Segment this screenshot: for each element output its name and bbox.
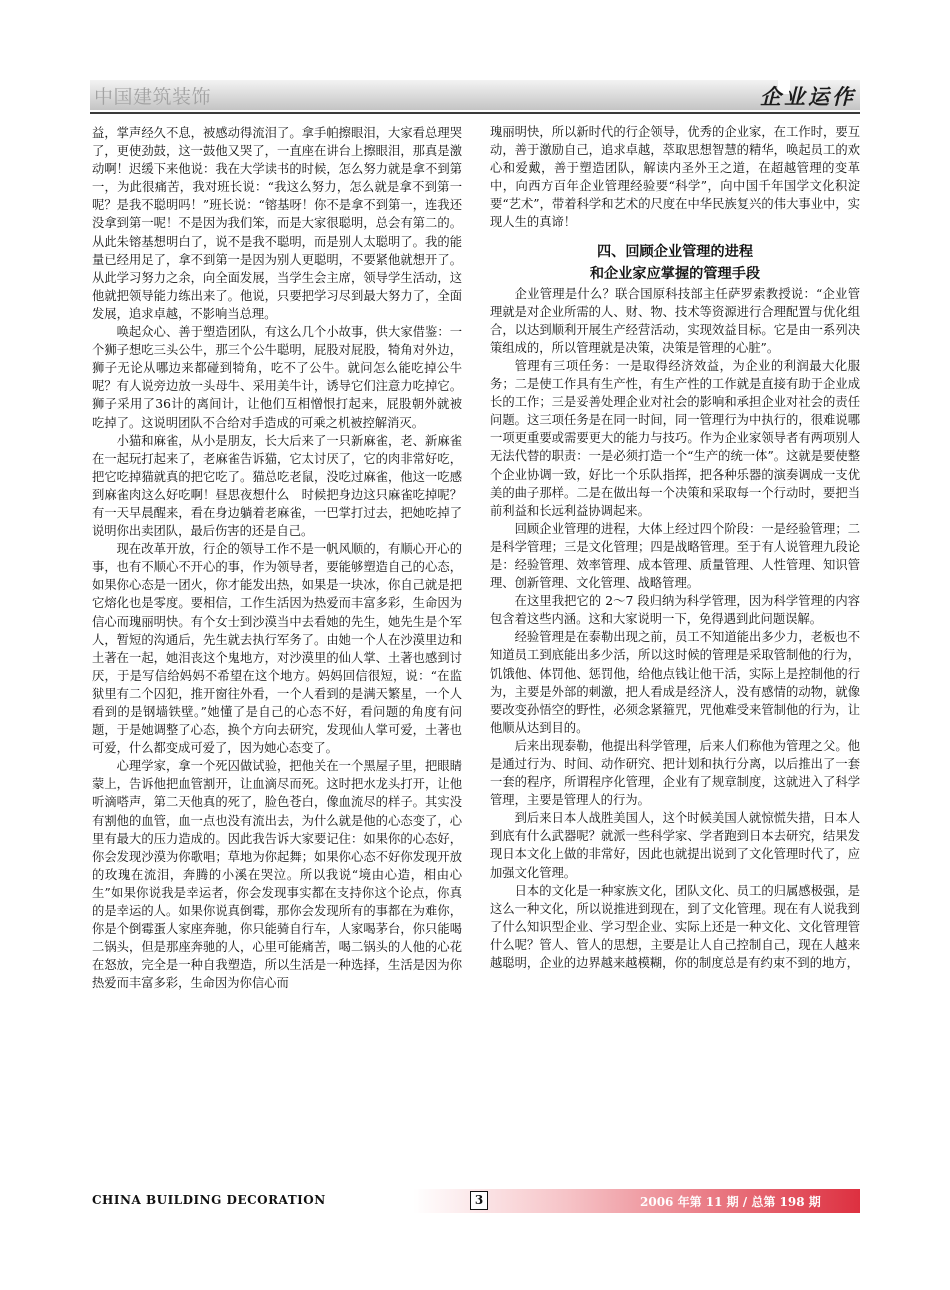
paragraph: 在这里我把它的 2～7 段归纳为科学管理，因为科学管理的内容包含着这些内涵。这和大家说明一下，免得遇到此问题误解。 <box>490 594 860 627</box>
paragraph: 企业管理是什么？联合国原科技部主任萨罗索教授说：“企业管理就是对企业所需的人、财、物、技术等资源进行合理配置与优化组合，以达到顺利开展生产经营活动，实现效益目标。它是由一系列决策组成的，所以管理就是决策，决策是管理的心脏”。 <box>490 286 860 355</box>
section-heading-line2: 和企业家应掌握的管理手段 <box>589 265 761 282</box>
left-column <box>92 124 462 993</box>
paragraph: 后来出现泰勒，他提出科学管理，后来人们称他为管理之父。他是通过行为、时间、动作研究、把计划和执行分离，以后推出了一套一套的程序，所谓程序化管理，企业有了规章制度，这就进入了科学管理，主要是管理人的行为。 <box>490 738 860 808</box>
page-number: 3 <box>470 1191 488 1210</box>
section-heading-line1: 四、回顾企业管理的进程 <box>596 243 754 260</box>
paragraph: 回顾企业管理的进程，大体上经过四个阶段：一是经验管理；二是科学管理；三是文化管理；四是战略管理。至于有人说管理九段论是：经验管理、效率管理、成本管理、质量管理、人性管理、知识管理、创新管理、文化管理、战略管理。 <box>490 521 860 591</box>
section-heading <box>490 241 860 285</box>
header-rule <box>90 112 860 114</box>
journal-title: 中国建筑装饰 <box>94 86 212 108</box>
section-title: 企业运作 <box>760 84 856 109</box>
footer-journal-name: CHINA BUILDING DECORATION <box>92 1193 326 1207</box>
paragraph: 瑰丽明快，所以新时代的行企领导，优秀的企业家，在工作时，要互动，善于激励自己，追求卓越，萃取思想智慧的精华，唤起员工的欢心和爱戴，善于塑造团队，解读内圣外王之道，在超越管理的变革中，向西方百年企业管理经验要“科学”，向中国千年国学文化积淀要“艺术”，带着科学和艺术的尺度在中华民族复兴的伟大事业中，实现人生的真谛！ <box>490 125 860 230</box>
paragraph: 经验管理是在泰勒出现之前，员工不知道能出多少力，老板也不知道员工到底能出多少活，所以这时候的管理是采取管制他的行为，饥饿他、体罚他、惩罚他，给他点钱让他干活，实际上是控制他的行为，主要是外部的刺激，把人看成是经济人，没有感情的动物，就像要改变孙悟空的野性，必须念紧箍咒，咒他难受来管制他的行为，让他顺从达到目的。 <box>490 630 860 735</box>
page-footer <box>90 1189 860 1213</box>
paragraph: 心理学家，拿一个死囚做试验，把他关在一个黑屋子里，把眼睛蒙上，告诉他把血管割开，让血滴尽而死。这时把水龙头打开，让他听滴嗒声，第二天他真的死了，脸色苍白，像血流尽的样子。其实没有割他的血管，血一点也没有流出去，为什么就是他的心态变了，心里有最大的压力造成的。因此我告诉大家要记住：如果你的心态好，你会发现沙漠为你歌唱；草地为你起舞；如果你心态不好你发现开放的玫瑰在流泪，奔腾的小溪在哭泣。所以我说“境由心造，相由心生”如果你说我是幸运者，你会发现事实都在支持你这个论点，你真的是幸运的人。如果你说真倒霉，那你会发现所有的事都在为难你，你是个倒霉蛋人家座奔驰，你只能骑自行车，人家喝茅台，你只能喝二锅头，但是那座奔驰的人，心里可能痛苦，喝二锅头的人他的心花在怒放，完全是一种自我塑造，所以生活是一种选择，生活是因为你热爱而丰富多彩，生命因为你信心而 <box>92 759 462 991</box>
paragraph: 益，掌声经久不息，被感动得流泪了。拿手帕擦眼泪，大家看总理哭了，更使劲鼓，这一鼓他又哭了，一直座在讲台上擦眼泪，那真是激动啊！迟缓下来他说：我在大学读书的时候，怎么努力就是拿不到第一，为此很痛苦，我对班长说：“我这么努力，怎么就是拿不到第一呢？是我不聪明吗！”班长说：“镕基呀！你不是拿不到第一，连我还没拿到第一呢！不是因为我们笨，而是大家很聪明，总会有第二的。从此朱镕基想明白了，说不是我不聪明，而是别人太聪明了。我的能量已经用足了，拿不到第一是因为别人更聪明，不要紧他就想开了。从此学习努力之余，向全面发展，当学生会主席，领导学生活动，这他就把领导能力练出来了。他说，只要把学习尽到最大努力了，全面发展，追求卓越，不影响当总理。 <box>92 126 462 321</box>
paragraph: 现在改革开放，行企的领导工作不是一帆风顺的，有顺心开心的事，也有不顺心不开心的事，作为领导者，要能够塑造自己的心态，如果你心态是一团火，你才能发出热，如果是一块冰，你自己就是把它熔化也是零度。要相信，工作生活因为热爱而丰富多彩，生命因为信心而瑰丽明快。有个女士到沙漠当中去看她的先生，她先生是个军人，暂短的沟通后，先生就去执行军务了。由她一个人在沙漠里边和土著在一起，她泪丧这个鬼地方，对沙漠里的仙人掌、土著也感到讨厌，于是写信给妈妈不希望在这个地方。妈妈回信很短，说：“在监狱里有二个囚犯，推开窗往外看，一个人看到的是满天繁星，一个人看到的是钢墙铁壁。”她懂了是自己的心态不好，看问题的角度有问题，于是她调整了心态，换个方向去研究，发现仙人掌可爱，土著也可爱，什么都变成可爱了，因为她心态变了。 <box>92 542 462 756</box>
issue-info: 2006 年第 11 期 / 总第 198 期 <box>640 1195 821 1209</box>
page-header <box>90 80 860 110</box>
paragraph: 管理有三项任务：一是取得经济效益，为企业的利润最大化服务；二是使工作具有生产性，有生产性的工作就是直接有助于企业成长的工作；三是妥善处理企业对社会的影响和承担企业对社会的责任问题。这三项任务是在同一时间，同一管理行为中执行的，很难说哪一项更重要或需要更大的能力与技巧。作为企业家领导者有两项别人无法代替的职责：一是必须打造一个“生产的统一体”。这就是要使整个企业协调一致，好比一个乐队指挥，把各种乐器的演奏调成一支优美的曲子那样。二是在做出每一个决策和采取每一个行动时，要把当前利益和长远利益协调起来。 <box>490 358 860 518</box>
paragraph: 小猫和麻雀，从小是朋友，长大后来了一只新麻雀，老、新麻雀在一起玩打起来了，老麻雀告诉猫，它太讨厌了，它的肉非常好吃，把它吃掉猫就真的把它吃了。猫总吃老鼠，没吃过麻雀，他这一吃感到麻雀肉这么好吃啊！昼思夜想什么 时候把身边这只麻雀吃掉呢？有一天早晨醒来，看在身边躺着老麻雀，一巴掌打过去，把她吃掉了说明你出卖团队，最后伤害的还是自己。 <box>92 433 462 539</box>
paragraph: 日本的文化是一种家族文化，团队文化、员工的归属感极强，是这么一种文化，所以说推进到现在，到了文化管理。现在有人说我到了什么知识型企业、学习型企业、实际上还是一种文化、文化管理管什么呢？管人、管人的思想，主要是让人自己控制自己，现在人越来越聪明，企业的边界越来越模糊，你的制度总是有约束不到的地方， <box>490 883 860 971</box>
paragraph: 到后来日本人战胜美国人，这个时候美国人就惊慌失措，日本人到底有什么武器呢？就派一些科学家、学者跑到日本去研究，结果发现日本文化上做的非常好，因此也就提出说到了文化管理时代了，应加强文化管理。 <box>490 811 860 880</box>
right-column <box>490 123 860 972</box>
paragraph: 唤起众心、善于塑造团队，有这么几个小故事，供大家借鉴：一个狮子想吃三头公牛，那三个公牛聪明，屁股对屁股，犄角对外边，狮子无论从哪边来都碰到犄角，吃不了公牛。就问怎么能吃掉公牛呢？有人说旁边放一头母牛、采用美牛计，诱导它们注意力吃掉它。狮子采用了36计的离间计，让他们互相憎恨打起来，屁股朝外就被吃掉了。这说明团队不合给对手造成的可乘之机被控解消灭。 <box>92 325 462 430</box>
